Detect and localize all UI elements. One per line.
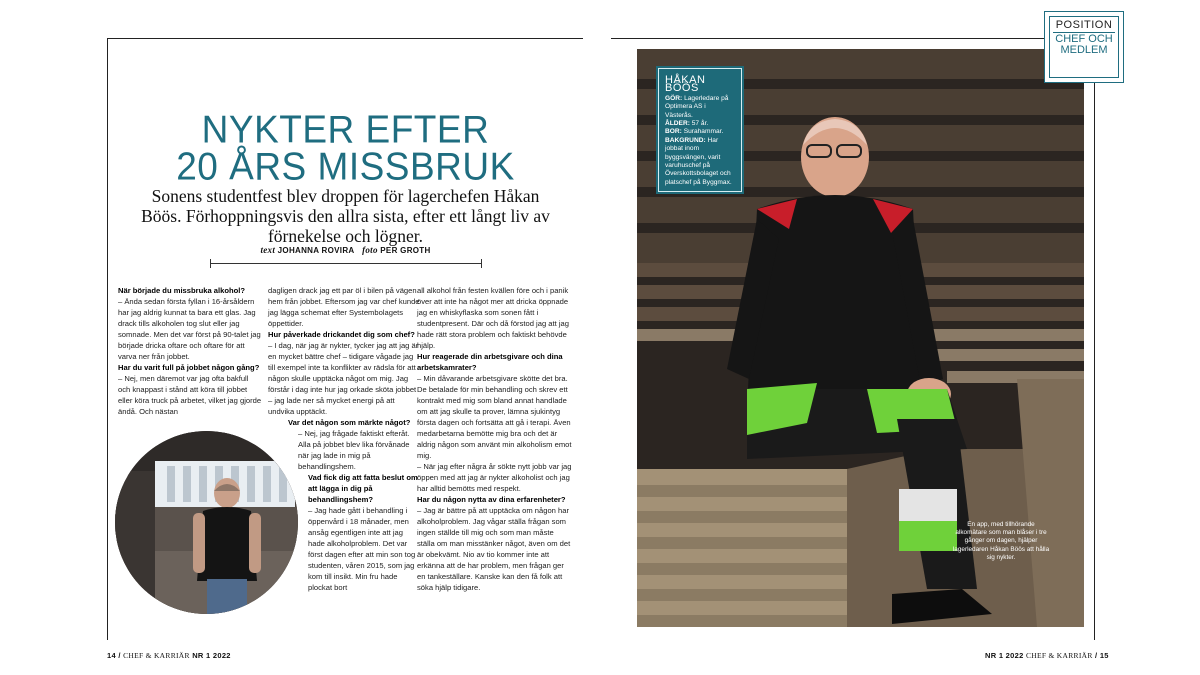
answer: – När jag efter några år sökte nytt jobb var jag öppen med att jag är nykter alkoholist och jag har alltid bemötts med respekt.	[417, 462, 572, 493]
answer: – Jag är bättre på att upptäcka om någon har alkoholproblem. Jag vågar ställa frågan som ingen ställde till mig och som man måste ställa om man misstänker något, även om det är obekvämt. Nio av tio kommer inte att erkänna att de har problem, men frågan ger en tankeställare. Kanske kan den få folk att söka hjälp tidigare.	[417, 506, 571, 592]
portrait-illustration	[115, 431, 298, 614]
inset-portrait-photo	[115, 431, 298, 614]
photo-caption: En app, med tillhörande alkomätare som man blåser i tre gånger om dagen, hjälper lagerledaren Håkan Böös att hålla sig nykter.	[952, 521, 1050, 561]
question: Hur påverkade drickandet dig som chef?	[268, 330, 415, 339]
answer: all alkohol från festen kvällen före och i panik över att inte ha något mer att dricka öppnade jag en whiskyflaska som sonen fått i studentpresent. Där och då förstod jag att jag hade rätt stora problem och faktiskt behövde hjälp.	[417, 286, 569, 350]
answer: – Min dåvarande arbetsgivare skötte det bra. De betalade för min behandling och skrev ett kontrakt med mig som bland annat handlade om att jag skulle ta prover, lämna sjukintyg första dagen och fortsätta att gå i terapi. Även medarbetarna bemötte mig bra och det är aldrig någon som använt min alkoholism emot mig.	[417, 374, 572, 460]
answer: dagligen drack jag ett par öl i bilen på vägen hem från jobbet. Eftersom jag var chef kunde jag lägga schemat efter Systembolagets öppettider.	[268, 286, 420, 328]
article-headline: NYKTER EFTER 20 ÅRS MISSBRUK	[176, 107, 515, 189]
question: Har du varit full på jobbet någon gång?	[118, 363, 260, 372]
byline: text JOHANNA ROVIRA foto PER GROTH	[260, 245, 431, 255]
profile-name: HÅKAN BÖÖS	[665, 74, 706, 95]
question: Vad fick dig att fatta beslut om att lägga in dig på behandlingshem?	[308, 473, 418, 504]
byline-divider	[210, 263, 482, 264]
answer: – Jag hade gått i behandling i öppenvård i 18 månader, men ansåg egentligen inte att jag hade alkoholproblem. Det var först dagen efter att min son tog studenten, våren 2015, som jag kom till insikt. Min fru hade plockat bort	[308, 506, 416, 592]
left-page	[107, 38, 583, 640]
question: Var det någon som märkte något?	[288, 418, 411, 427]
text-column-3	[417, 285, 572, 593]
question: Har du någon nytta av dina erfarenheter?	[417, 495, 566, 504]
section-stamp: POSITION CHEF OCH MEDLEM	[1044, 11, 1124, 83]
question: Hur reagerade din arbetsgivare och dina arbetskamrater?	[417, 352, 563, 372]
article-deck: Sonens studentfest blev droppen för lagerchefen Håkan Böös. Förhoppningsvis den allra sista, efter ett långt liv av förnekelse och lögner.	[141, 186, 550, 246]
footer-right: NR 1 2022 CHEF & KARRIÄR / 15	[985, 651, 1109, 660]
answer: – I dag, när jag är nykter, tycker jag att jag är en mycket bättre chef – tidigare vågade jag till exempel inte ta konflikter av rädsla för att någon skulle upptäcka något om mig. Jag förstår i dag inte hur jag orkade sköta jobbet – jag lade ner så mycket energi på att undvika upptäckt.	[268, 341, 419, 416]
answer: – Ända sedan första fyllan i 16-årsåldern har jag aldrig kunnat ta bara ett glas. Jag drack tills alkoholen tog slut eller jag somnade. Men det var först på 90-talet jag började dricka oftare och oftare för att varva ner från jobbet.	[118, 297, 261, 361]
footer-left: 14 / CHEF & KARRIÄR NR 1 2022	[107, 651, 231, 660]
answer: – Nej, men däremot var jag ofta bakfull och knappast i stånd att köra till jobbet eller köra truck på arbetet, vilket jag gjorde ändå. Och nästan	[118, 374, 262, 416]
text-column-1	[118, 285, 262, 417]
answer: – Nej, jag frågade faktiskt efteråt. Alla på jobbet blev lika förvånade när jag lade in mig på behandlingshem.	[298, 429, 410, 471]
profile-infobox: HÅKAN BÖÖS GÖR: Lagerledare på Optimera AS i Västerås. ÅLDER: 57 år. BOR: Surahammar. BAKGRUND: Har jobbat inom byggsvängen, varit varuhuschef på Överskottsbolaget och platschef på Byggmax.	[658, 68, 742, 192]
question: När började du missbruka alkohol?	[118, 286, 246, 295]
